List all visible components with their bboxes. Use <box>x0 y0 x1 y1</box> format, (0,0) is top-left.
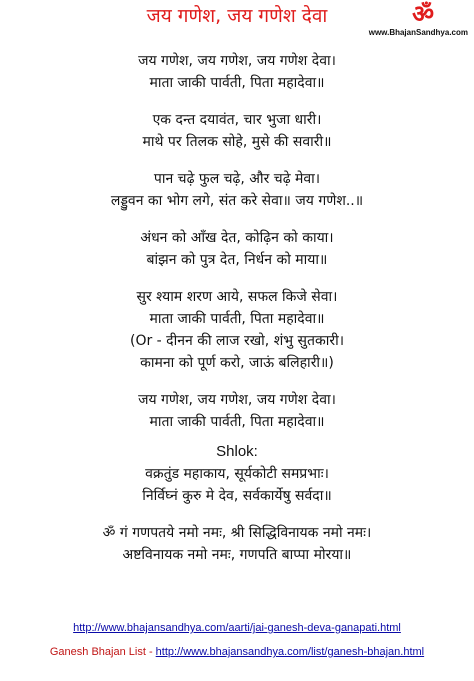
mantra-section <box>0 522 474 566</box>
bhajan-list-label: Ganesh Bhajan List - <box>49 646 156 658</box>
stanza <box>0 109 474 153</box>
verse-line: सुर श्याम शरण आये, सफल किजे सेवा। <box>136 289 338 305</box>
stanza <box>0 389 474 433</box>
mantra-line: अष्टविनायक नमो नमः, गणपति बाप्पा मोरया॥ <box>122 547 352 563</box>
verse-line: कामना को पूर्ण करो, जाऊं बलिहारी॥) <box>140 355 334 371</box>
verse-line: एक दन्त दयावंत, चार भुजा धारी। <box>152 112 322 128</box>
shlok-section <box>0 441 474 507</box>
stanza <box>0 50 474 94</box>
verse-line: जय गणेश, जय गणेश, जय गणेश देवा। <box>138 392 336 408</box>
verse-line: माता जाकी पार्वती, पिता महादेवा॥ <box>149 75 325 91</box>
stanza <box>0 286 474 374</box>
verse-line: माता जाकी पार्वती, पिता महादेवा॥ <box>149 414 325 430</box>
footer-links <box>0 620 474 668</box>
shlok-line: निर्विघ्नं कुरु मे देव, सर्वकार्येषु सर्वदा॥ <box>142 488 332 504</box>
site-name: www.BhajanSandhya.com <box>368 28 468 37</box>
shlok-heading: Shlok: <box>216 443 258 460</box>
stanza <box>0 227 474 271</box>
verse-line: माथे पर तिलक सोहे, मुसे की सवारी॥ <box>142 134 332 150</box>
verse-line: (Or - दीनन की लाज रखो, शंभु सुतकारी। <box>129 333 345 349</box>
verse-line: माता जाकी पार्वती, पिता महादेवा॥ <box>149 311 325 327</box>
verse-line: जय गणेश, जय गणेश, जय गणेश देवा। <box>138 53 336 69</box>
page-title: जय गणेश, जय गणेश देवा <box>146 5 328 27</box>
bhajan-list-link[interactable]: http://www.bhajansandhya.com/list/ganesh-bhajan.html <box>155 646 425 658</box>
verse-line: लड्डुवन का भोग लगे, संत करे सेवा॥ जय गणेश..॥ <box>110 193 364 209</box>
verse-line: अंधन को आँख देत, कोढ़िन को काया। <box>140 230 334 246</box>
om-logo-icon: ॐ <box>412 0 434 28</box>
page-header <box>0 0 474 40</box>
verse-line: बांझन को पुत्र देत, निर्धन को माया॥ <box>146 252 328 268</box>
aarti-page-link[interactable]: http://www.bhajansandhya.com/aarti/jai-ganesh-deva-ganapati.html <box>73 622 401 634</box>
shlok-line: वक्रतुंड महाकाय, सूर्यकोटी समप्रभाः। <box>145 466 329 482</box>
bhajan-text <box>0 50 474 566</box>
mantra-line: ॐ गं गणपतये नमो नमः, श्री सिद्धिविनायक नमो नमः। <box>102 525 372 541</box>
verse-line: पान चढ़े फुल चढ़े, और चढ़े मेवा। <box>153 171 321 187</box>
stanza <box>0 168 474 212</box>
